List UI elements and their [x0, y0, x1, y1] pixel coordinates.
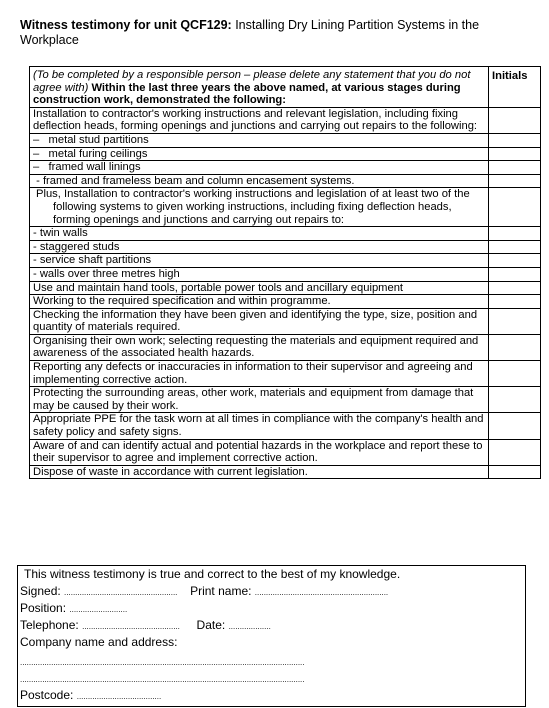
- address-line-1[interactable]: ................................................................................................................................: [20, 658, 305, 667]
- statement-text: – metal furing ceilings: [30, 147, 489, 161]
- table-row: [30, 147, 541, 161]
- signed-row: [20, 583, 388, 601]
- address-line-2[interactable]: ................................................................................................................................: [20, 675, 305, 684]
- heading-unit-code: Witness testimony for unit QCF129:: [20, 18, 232, 32]
- initials-cell[interactable]: [489, 107, 541, 133]
- statement-text: Installation to contractor's working instructions and relevant legislation, including fixing deflection heads, forming openings and junctions and carrying out repairs to the following:: [30, 107, 489, 133]
- statement-text: – metal stud partitions: [30, 133, 489, 147]
- postcode-field[interactable]: ......................................: [76, 692, 162, 701]
- telephone-field[interactable]: ............................................: [82, 622, 180, 631]
- initials-cell[interactable]: [489, 133, 541, 147]
- intro-bold: Within the last three years the above named, at various stages during construction work, demonstrated the following:: [33, 81, 461, 107]
- initials-cell[interactable]: [489, 413, 541, 439]
- printname-field[interactable]: ............................................................: [254, 588, 389, 597]
- initials-cell[interactable]: [489, 174, 541, 188]
- statement-text: Working to the required specification and within programme.: [30, 295, 489, 309]
- statement-text: Appropriate PPE for the task worn at all times in compliance with the company's health and safety policy and safety signs.: [30, 413, 489, 439]
- table-row: [30, 281, 541, 295]
- initials-cell[interactable]: [489, 334, 541, 360]
- table-row: [30, 267, 541, 281]
- table-row: [30, 295, 541, 309]
- date-field[interactable]: ...................: [228, 622, 271, 631]
- statement-text: Dispose of waste in accordance with current legislation.: [30, 465, 489, 479]
- intro-row: [30, 67, 541, 108]
- initials-cell[interactable]: [489, 465, 541, 479]
- table-row: [30, 161, 541, 175]
- initials-cell[interactable]: [489, 439, 541, 465]
- printname-label: Print name:: [190, 584, 252, 598]
- table-row: [30, 413, 541, 439]
- statement-text: [30, 188, 489, 227]
- statement-text: – framed wall linings: [30, 161, 489, 175]
- initials-cell[interactable]: [489, 308, 541, 334]
- initials-cell[interactable]: [489, 295, 541, 309]
- statement-text-inner: Plus, Installation to contractor's working instructions and legislation of at least two of the following systems to given working instructions, including fixing deflection heads, forming openings and junctions and carrying out repairs to:: [36, 188, 470, 226]
- witness-statement: This witness testimony is true and correct to the best of my knowledge.: [24, 567, 401, 581]
- table-row: [30, 334, 541, 360]
- table-row: [30, 188, 541, 227]
- table-row: [30, 133, 541, 147]
- table-row: [30, 361, 541, 387]
- table-row: [30, 439, 541, 465]
- initials-cell[interactable]: [489, 227, 541, 241]
- position-field[interactable]: ..........................: [69, 605, 128, 614]
- intro-italic: (To be completed by a responsible person – please delete any statement that you do not agree with): [33, 69, 471, 94]
- initials-cell[interactable]: [489, 161, 541, 175]
- statement-text: - service shaft partitions: [30, 254, 489, 268]
- table-row: [30, 107, 541, 133]
- position-row: [20, 600, 127, 618]
- statement-text: Checking the information they have been given and identifying the type, size, position and quantity of materials required.: [30, 308, 489, 334]
- testimony-table: [29, 66, 541, 479]
- statement-text: Protecting the surrounding areas, other work, materials and equipment from damage that may be caused by their work.: [30, 387, 489, 413]
- initials-header: Initials: [489, 67, 541, 108]
- signature-box: [17, 565, 526, 707]
- statement-text: Organising their own work; selecting requesting the materials and equipment required and awareness of the associated health hazards.: [30, 334, 489, 360]
- document-heading: [20, 18, 535, 48]
- table-row: [30, 227, 541, 241]
- initials-cell[interactable]: [489, 254, 541, 268]
- signed-label: Signed:: [20, 584, 61, 598]
- telephone-row: [20, 617, 271, 635]
- initials-cell[interactable]: [489, 267, 541, 281]
- telephone-label: Telephone:: [20, 618, 79, 632]
- statement-text: Use and maintain hand tools, portable power tools and ancillary equipment: [30, 281, 489, 295]
- initials-cell[interactable]: [489, 281, 541, 295]
- initials-cell[interactable]: [489, 361, 541, 387]
- postcode-row: [20, 687, 161, 705]
- initials-cell[interactable]: [489, 188, 541, 227]
- statement-text: - framed and frameless beam and column encasement systems.: [30, 174, 489, 188]
- table-row: [30, 308, 541, 334]
- initials-cell[interactable]: [489, 387, 541, 413]
- date-label: Date:: [196, 618, 226, 632]
- company-label: Company name and address:: [20, 635, 178, 649]
- table-row: [30, 240, 541, 254]
- statement-text: Aware of and can identify actual and potential hazards in the workplace and report these to their supervisor to agree and implement corrective action.: [30, 439, 489, 465]
- statement-text: - walls over three metres high: [30, 267, 489, 281]
- table-row: [30, 465, 541, 479]
- table-row: [30, 174, 541, 188]
- initials-cell[interactable]: [489, 240, 541, 254]
- postcode-label: Postcode:: [20, 688, 74, 702]
- statement-text: - twin walls: [30, 227, 489, 241]
- statement-text: - staggered studs: [30, 240, 489, 254]
- statement-text: Reporting any defects or inaccuracies in information to their supervisor and agreeing and implementing corrective action.: [30, 361, 489, 387]
- initials-cell[interactable]: [489, 147, 541, 161]
- signed-field[interactable]: ...................................................: [64, 588, 178, 597]
- table-row: [30, 387, 541, 413]
- table-row: [30, 254, 541, 268]
- position-label: Position:: [20, 601, 67, 615]
- heading-unit-title: Installing Dry Lining Partition Systems in the Workplace: [20, 18, 480, 47]
- intro-cell: [30, 67, 489, 108]
